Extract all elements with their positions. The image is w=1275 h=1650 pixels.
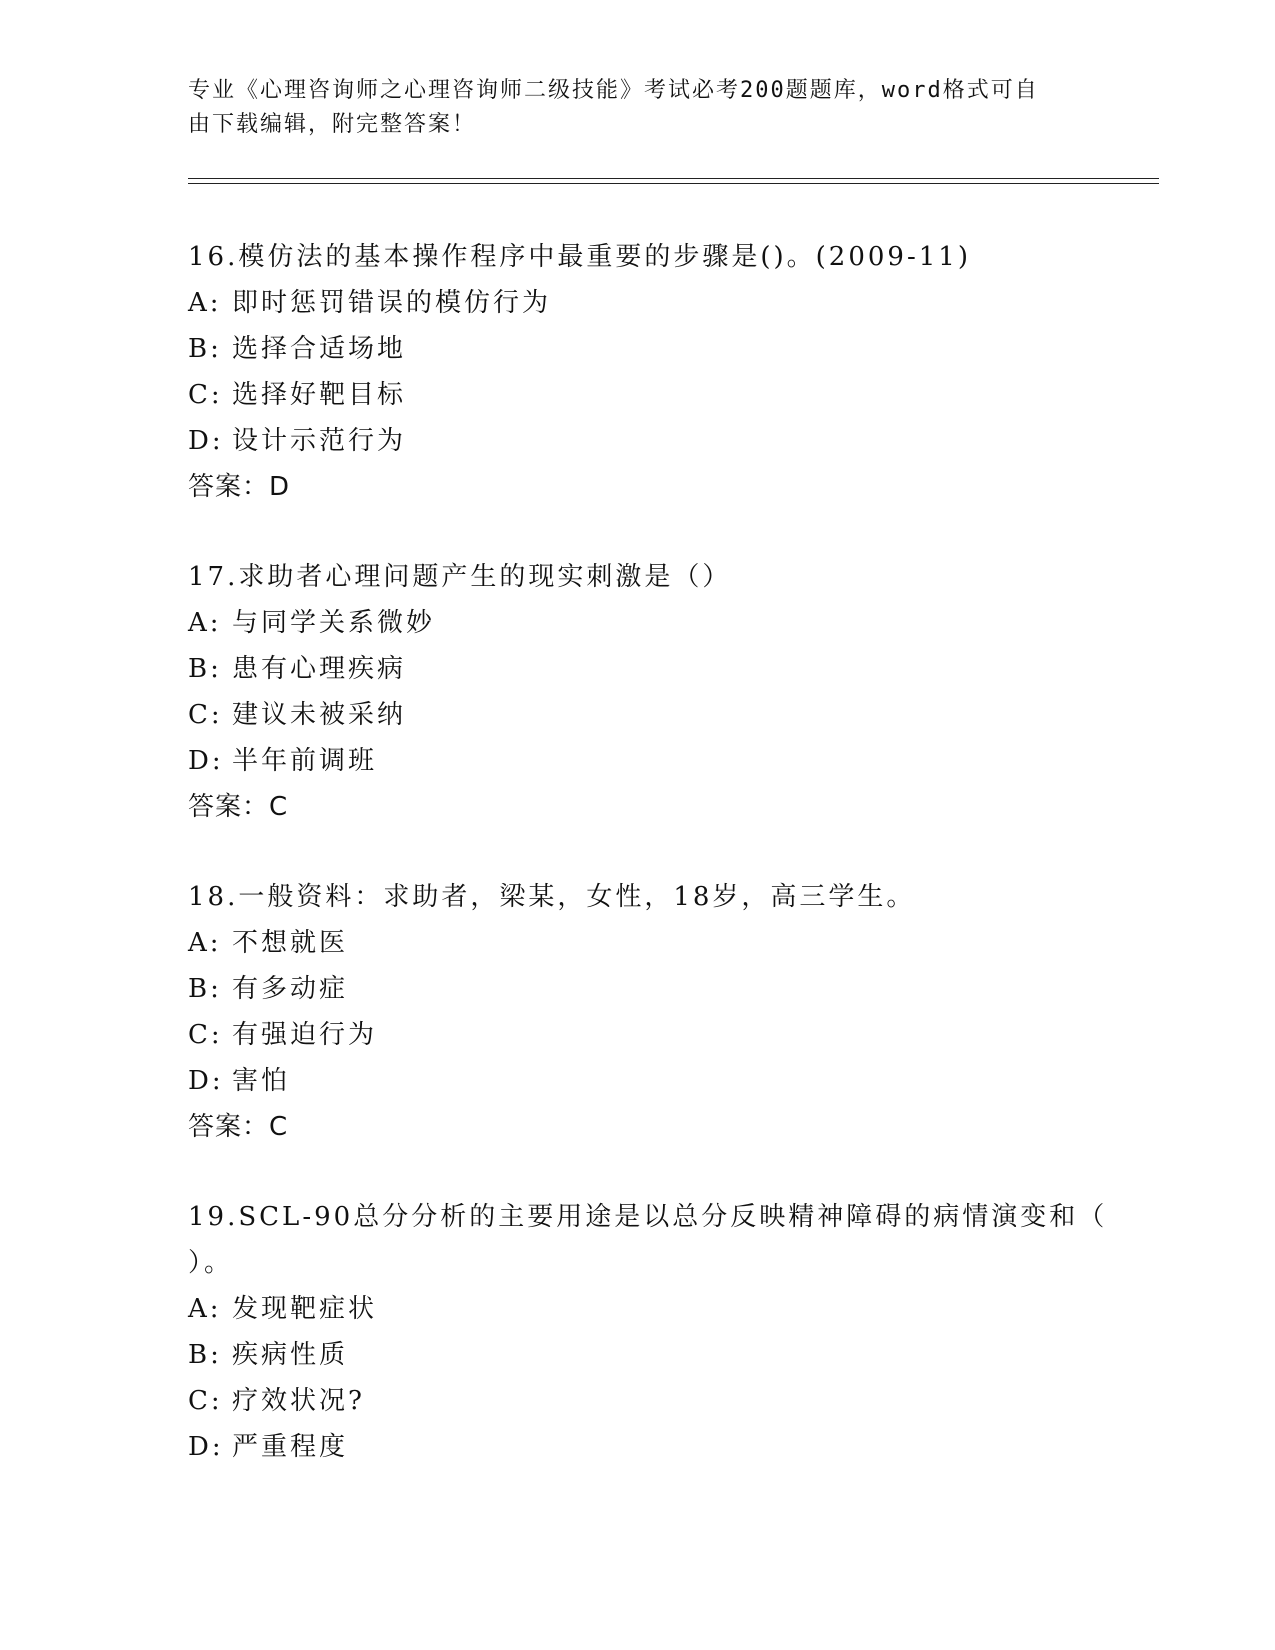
option-letter: B: bbox=[188, 974, 222, 1004]
option-text: 选择合适场地 bbox=[232, 334, 407, 364]
option-b bbox=[188, 646, 1108, 692]
option-text: 严重程度 bbox=[232, 1432, 349, 1462]
answer-line: 答案：C bbox=[188, 1112, 289, 1142]
option-text: 半年前调班 bbox=[232, 746, 378, 776]
option-letter: D: bbox=[188, 426, 224, 456]
option-letter: C: bbox=[188, 700, 223, 730]
question-stem-continued: ）。 bbox=[188, 1248, 234, 1278]
question-18 bbox=[188, 874, 1108, 1150]
option-letter: A: bbox=[188, 608, 222, 638]
option-c bbox=[188, 692, 1108, 738]
option-letter: B: bbox=[188, 654, 222, 684]
option-text: 与同学关系微妙 bbox=[232, 608, 436, 638]
option-letter: C: bbox=[188, 380, 223, 410]
option-c bbox=[188, 1378, 1108, 1424]
option-text: 疗效状况? bbox=[232, 1386, 365, 1416]
option-letter: C: bbox=[188, 1386, 223, 1416]
option-b bbox=[188, 1332, 1108, 1378]
option-letter: D: bbox=[188, 1432, 224, 1462]
option-text: 有强迫行为 bbox=[232, 1020, 378, 1050]
option-a bbox=[188, 600, 1108, 646]
answer-line: 答案：D bbox=[188, 472, 291, 502]
option-text: 有多动症 bbox=[232, 974, 349, 1004]
question-stem: 16.模仿法的基本操作程序中最重要的步骤是()。(2009-11) bbox=[188, 242, 971, 272]
question-stem: 19.SCL-90总分分析的主要用途是以总分反映精神障碍的病情演变和（ bbox=[188, 1202, 1108, 1232]
option-text: 选择好靶目标 bbox=[232, 380, 407, 410]
option-letter: A: bbox=[188, 288, 222, 318]
option-letter: C: bbox=[188, 1020, 223, 1050]
question-list bbox=[188, 234, 1108, 1514]
option-letter: D: bbox=[188, 1066, 224, 1096]
option-text: 建议未被采纳 bbox=[232, 700, 407, 730]
intro-line-2: 由下载编辑，附完整答案！ bbox=[188, 112, 477, 137]
option-text: 不想就医 bbox=[232, 928, 349, 958]
option-a bbox=[188, 1286, 1108, 1332]
option-text: 患有心理疾病 bbox=[232, 654, 407, 684]
question-17 bbox=[188, 554, 1108, 830]
question-16 bbox=[188, 234, 1108, 510]
option-text: 即时惩罚错误的模仿行为 bbox=[232, 288, 552, 318]
option-c bbox=[188, 372, 1108, 418]
document-intro bbox=[188, 74, 1068, 142]
question-19 bbox=[188, 1194, 1108, 1470]
option-c bbox=[188, 1012, 1108, 1058]
option-a bbox=[188, 920, 1108, 966]
question-stem: 18.一般资料：求助者，梁某，女性，18岁，高三学生。 bbox=[188, 882, 916, 912]
intro-line-1: 专业《心理咨询师之心理咨询师二级技能》考试必考200题题库，word格式可自 bbox=[188, 78, 1039, 103]
option-letter: D: bbox=[188, 746, 224, 776]
divider-bottom bbox=[188, 183, 1159, 184]
option-d bbox=[188, 418, 1108, 464]
option-text: 害怕 bbox=[232, 1066, 291, 1096]
option-d bbox=[188, 738, 1108, 784]
option-text: 设计示范行为 bbox=[232, 426, 407, 456]
option-b bbox=[188, 326, 1108, 372]
option-text: 发现靶症状 bbox=[232, 1294, 378, 1324]
option-b bbox=[188, 966, 1108, 1012]
question-stem: 17.求助者心理问题产生的现实刺激是（） bbox=[188, 562, 732, 592]
option-letter: A: bbox=[188, 1294, 222, 1324]
divider-top bbox=[188, 178, 1159, 179]
option-letter: B: bbox=[188, 334, 222, 364]
option-a bbox=[188, 280, 1108, 326]
option-text: 疾病性质 bbox=[232, 1340, 349, 1370]
option-d bbox=[188, 1058, 1108, 1104]
option-d bbox=[188, 1424, 1108, 1470]
option-letter: B: bbox=[188, 1340, 222, 1370]
option-letter: A: bbox=[188, 928, 222, 958]
answer-line: 答案：C bbox=[188, 792, 289, 822]
